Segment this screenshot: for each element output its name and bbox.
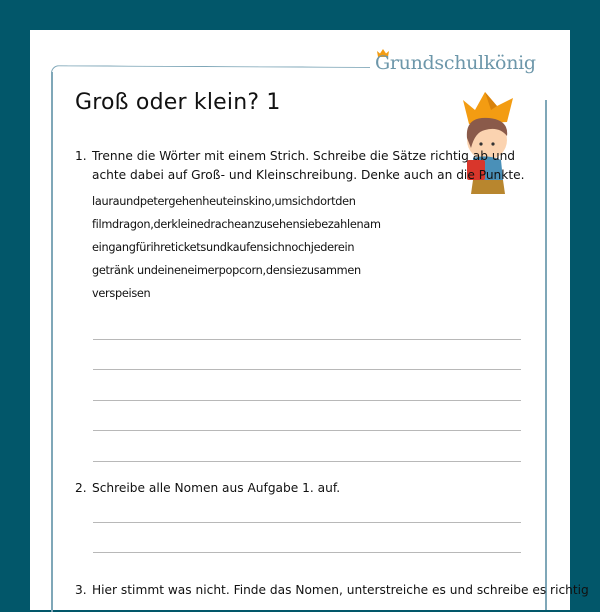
jumbled-text-line: lauraundpetergehenheuteinskino,umsichdortden bbox=[92, 195, 356, 208]
writing-line[interactable] bbox=[93, 339, 521, 340]
writing-line[interactable] bbox=[93, 369, 521, 370]
writing-line[interactable] bbox=[93, 522, 521, 523]
writing-line[interactable] bbox=[93, 552, 521, 553]
task-instruction-line: Hier stimmt was nicht. Finde das Nomen, unterstreiche es und schreibe es richtig bbox=[92, 583, 589, 597]
task-instruction-line: Schreibe alle Nomen aus Aufgabe 1. auf. bbox=[92, 481, 341, 495]
jumbled-text-line: verspeisen bbox=[92, 287, 151, 300]
frame-border-right bbox=[545, 100, 547, 610]
writing-line[interactable] bbox=[93, 430, 521, 431]
task-number: 1. bbox=[75, 149, 87, 163]
page-title: Groß oder klein? 1 bbox=[75, 90, 281, 115]
task-instruction-line: achte dabei auf Groß- und Kleinschreibung. Denke auch an die Punkte. bbox=[92, 168, 525, 182]
frame-border-top bbox=[51, 65, 370, 78]
brand-logo: Grundschulkönig bbox=[375, 52, 536, 74]
jumbled-text-line: eingangfürihreticketsundkaufensichnochjederein bbox=[92, 241, 355, 254]
task-instruction-line: Trenne die Wörter mit einem Strich. Schreibe die Sätze richtig ab und bbox=[92, 149, 516, 163]
frame-border-left bbox=[51, 72, 53, 612]
worksheet-page bbox=[30, 30, 589, 610]
jumbled-text-line: getränk undeineneimerpopcorn,densiezusammen bbox=[92, 264, 361, 277]
task-number: 3. bbox=[75, 583, 87, 597]
writing-line[interactable] bbox=[93, 400, 521, 401]
writing-line[interactable] bbox=[93, 461, 521, 462]
jumbled-text-line: filmdragon,derkleinedracheanzusehensiebezahlenam bbox=[92, 218, 381, 231]
task-number: 2. bbox=[75, 481, 87, 495]
